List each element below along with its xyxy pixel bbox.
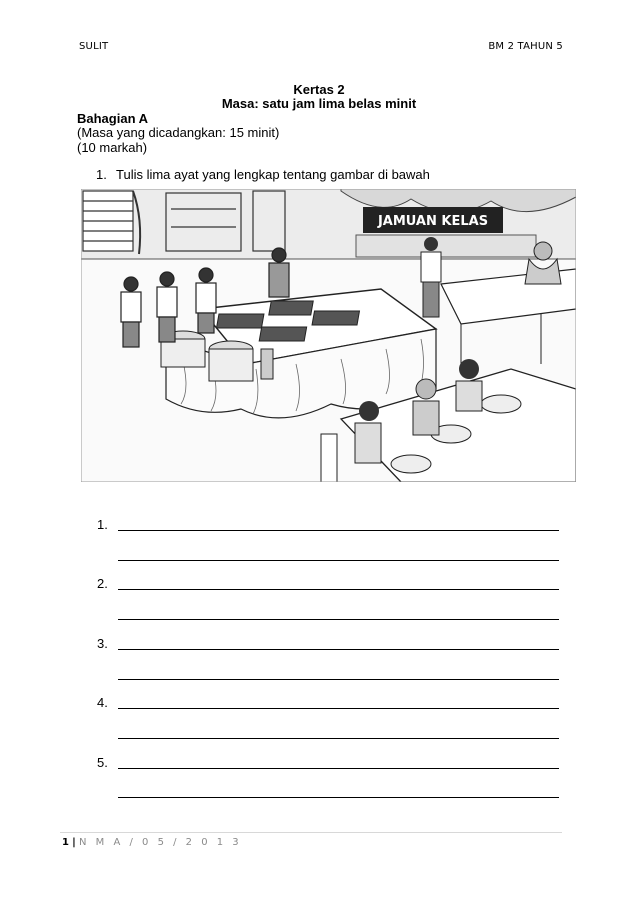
window <box>83 191 140 254</box>
header-right: BM 2 TAHUN 5 <box>488 41 563 52</box>
page-footer <box>62 837 242 848</box>
section-heading: Bahagian A <box>77 111 149 126</box>
answer-line[interactable] <box>118 679 559 680</box>
answer-line[interactable] <box>118 708 559 709</box>
answer-line[interactable] <box>118 530 559 531</box>
banner-text: JAMUAN KELAS <box>377 214 489 229</box>
suggested-time: (Masa yang dicadangkan: 15 minit) <box>77 125 280 140</box>
paper-duration: Masa: satu jam lima belas minit <box>221 96 417 111</box>
answer-line[interactable] <box>118 738 559 739</box>
footer-code: N M A / 0 5 / 2 0 1 3 <box>79 837 242 848</box>
class-party-illustration <box>81 189 576 482</box>
question-text: Tulis lima ayat yang lengkap tentang gambar di bawah <box>116 167 430 182</box>
answer-number: 3. <box>97 636 108 651</box>
header-left: SULIT <box>79 41 109 52</box>
answer-line[interactable] <box>118 768 559 769</box>
answer-line[interactable] <box>118 649 559 650</box>
answer-line[interactable] <box>118 589 559 590</box>
marks-label: (10 markah) <box>77 140 148 155</box>
footer-divider <box>60 832 562 833</box>
footer-separator: | <box>72 837 76 848</box>
answer-line[interactable] <box>118 797 559 798</box>
answer-number: 1. <box>97 517 108 532</box>
answer-number: 4. <box>97 695 108 710</box>
page-number: 1 <box>62 837 69 848</box>
answer-number: 2. <box>97 576 108 591</box>
answer-number: 5. <box>97 755 108 770</box>
paper-title: Kertas 2 <box>293 82 345 97</box>
answer-line[interactable] <box>118 560 559 561</box>
answer-line[interactable] <box>118 619 559 620</box>
question-number: 1. <box>96 167 107 182</box>
